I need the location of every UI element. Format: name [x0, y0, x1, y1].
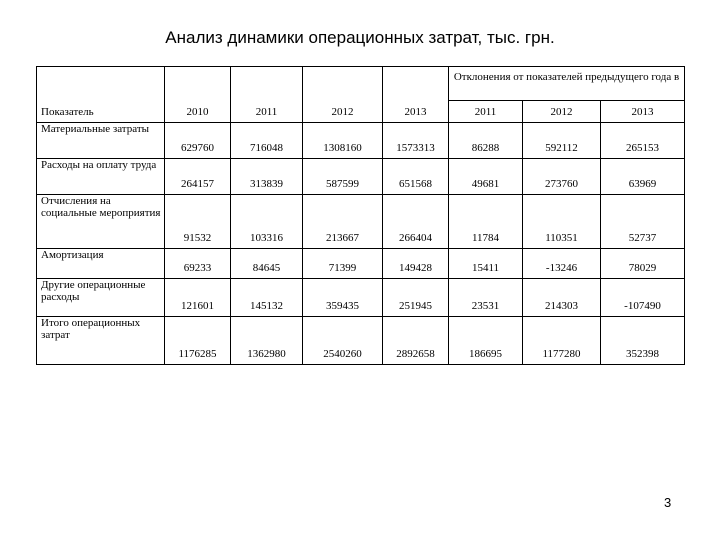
table-cell: 359435	[303, 279, 383, 317]
row-label: Материальные затраты	[37, 123, 165, 159]
table-cell: 266404	[383, 195, 449, 249]
table-row	[37, 159, 685, 195]
header-year-cell: 2011	[231, 67, 303, 123]
table-cell: 2540260	[303, 317, 383, 365]
table-row	[37, 249, 685, 279]
table-cell: 63969	[601, 159, 685, 195]
page-number: 3	[664, 495, 672, 510]
table-cell: 23531	[449, 279, 523, 317]
table-row	[37, 195, 685, 249]
table-cell: -107490	[601, 279, 685, 317]
table-cell: 78029	[601, 249, 685, 279]
row-label: Отчисления на социальные мероприятия	[37, 195, 165, 249]
table-cell: 49681	[449, 159, 523, 195]
table-cell: 103316	[231, 195, 303, 249]
table-cell: 84645	[231, 249, 303, 279]
table-cell: 273760	[523, 159, 601, 195]
table-cell: 145132	[231, 279, 303, 317]
table-cell: 352398	[601, 317, 685, 365]
table-cell: 214303	[523, 279, 601, 317]
table-cell: 1177280	[523, 317, 601, 365]
slide-title: Анализ динамики операционных затрат, тыс. грн.	[165, 28, 555, 47]
header-year-cell: 2012	[303, 67, 383, 123]
costs-table	[36, 66, 685, 365]
table-cell: 265153	[601, 123, 685, 159]
table-cell: 264157	[165, 159, 231, 195]
table-cell: 121601	[165, 279, 231, 317]
table-cell: 11784	[449, 195, 523, 249]
table-cell: 2892658	[383, 317, 449, 365]
row-label: Итого операционных затрат	[37, 317, 165, 365]
table-cell: 86288	[449, 123, 523, 159]
table-cell: 1362980	[231, 317, 303, 365]
table-cell: 251945	[383, 279, 449, 317]
table-cell: 587599	[303, 159, 383, 195]
header-deviation-year: 2011	[449, 101, 523, 123]
header-deviation-year: 2012	[523, 101, 601, 123]
table-cell: 592112	[523, 123, 601, 159]
table-cell: 1308160	[303, 123, 383, 159]
row-label: Амортизация	[37, 249, 165, 279]
header-deviation-group: Отклонения от показателей предыдущего года в	[449, 67, 685, 101]
header-indicator: Показатель	[37, 67, 165, 123]
table-cell: 1176285	[165, 317, 231, 365]
table-cell: 149428	[383, 249, 449, 279]
table-cell: 651568	[383, 159, 449, 195]
table-cell: 52737	[601, 195, 685, 249]
table-cell: 1573313	[383, 123, 449, 159]
table-cell: 716048	[231, 123, 303, 159]
table-row-total	[37, 317, 685, 365]
table-cell: 91532	[165, 195, 231, 249]
header-year-cell: 2010	[165, 67, 231, 123]
table-cell: 186695	[449, 317, 523, 365]
table-cell: 110351	[523, 195, 601, 249]
table-row	[37, 279, 685, 317]
header-deviation-year: 2013	[601, 101, 685, 123]
table-row	[37, 123, 685, 159]
table-cell: 71399	[303, 249, 383, 279]
table-cell: 15411	[449, 249, 523, 279]
table-cell: 629760	[165, 123, 231, 159]
table-cell: -13246	[523, 249, 601, 279]
row-label: Расходы на оплату труда	[37, 159, 165, 195]
header-row-1	[37, 67, 685, 101]
table-cell: 213667	[303, 195, 383, 249]
row-label: Другие операционные расходы	[37, 279, 165, 317]
table-cell: 69233	[165, 249, 231, 279]
header-year-cell: 2013	[383, 67, 449, 123]
table-cell: 313839	[231, 159, 303, 195]
